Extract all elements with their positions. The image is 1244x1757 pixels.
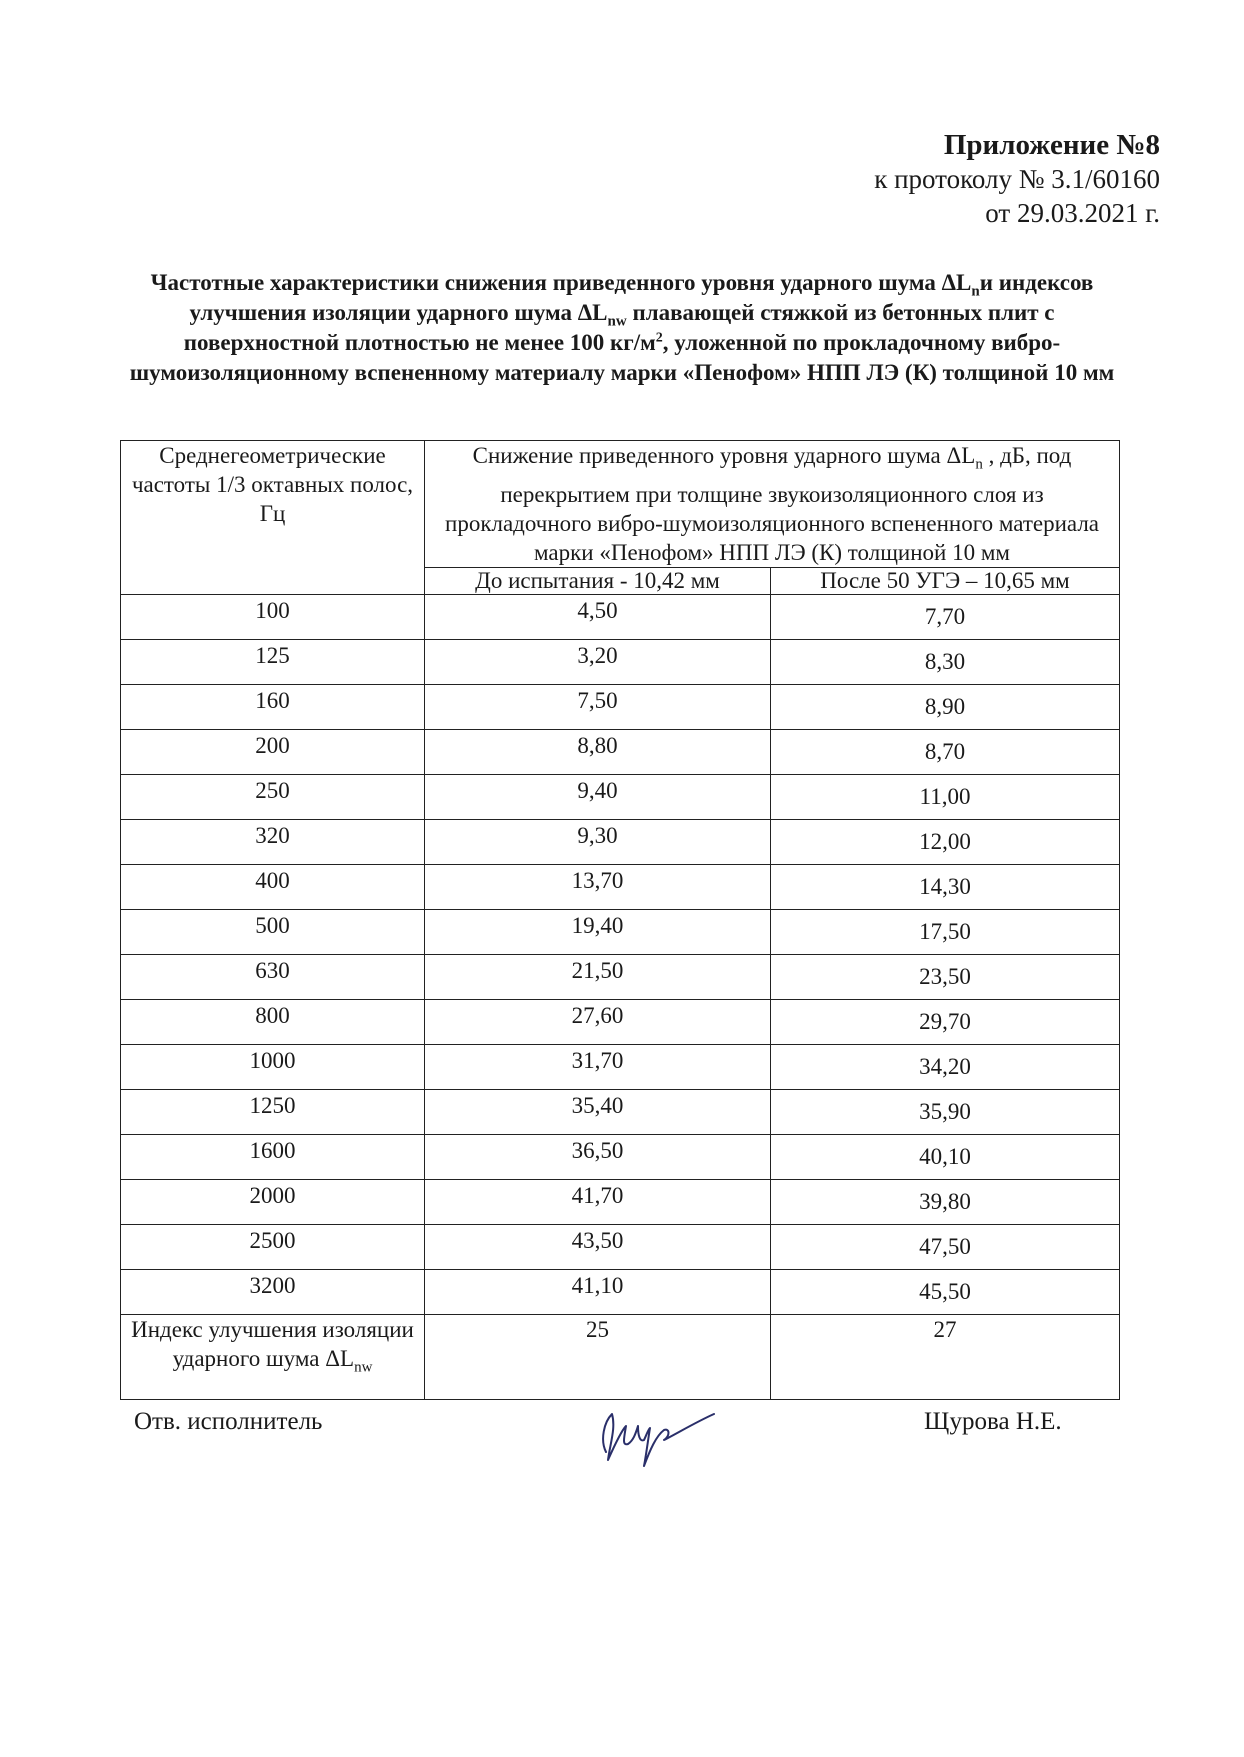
frequency-cell: 500: [121, 909, 425, 954]
frequency-cell: 1000: [121, 1044, 425, 1089]
after-value-cell: 7,70: [771, 594, 1120, 639]
group-header-sub: n: [975, 456, 983, 473]
frequency-cell: 400: [121, 864, 425, 909]
after-test-header: После 50 УГЭ – 10,65 мм: [771, 567, 1120, 594]
after-value-cell: 47,50: [771, 1224, 1120, 1269]
before-value-cell: 41,10: [425, 1269, 771, 1314]
before-value-cell: 21,50: [425, 954, 771, 999]
after-value-cell: 17,50: [771, 909, 1120, 954]
frequency-cell: 160: [121, 684, 425, 729]
after-value-cell: 23,50: [771, 954, 1120, 999]
table-row: [121, 909, 1120, 954]
table-row: [121, 774, 1120, 819]
frequency-cell: 250: [121, 774, 425, 819]
frequency-cell: 320: [121, 819, 425, 864]
table-row: [121, 684, 1120, 729]
protocol-date: от 29.03.2021 г.: [985, 198, 1160, 228]
heading-sup-1: 2: [655, 330, 663, 346]
index-before-cell: 25: [425, 1314, 771, 1399]
index-after-cell: 27: [771, 1314, 1120, 1399]
frequency-cell: 3200: [121, 1269, 425, 1314]
heading-part-2: и индексов улучшения изоляции ударного шума ΔL: [189, 270, 1094, 325]
frequency-cell: 125: [121, 639, 425, 684]
table-row: [121, 594, 1120, 639]
before-value-cell: 9,30: [425, 819, 771, 864]
before-value-cell: 36,50: [425, 1134, 771, 1179]
before-value-cell: 7,50: [425, 684, 771, 729]
table-row: [121, 999, 1120, 1044]
heading-sub-1: n: [971, 283, 980, 300]
frequency-cell: 1250: [121, 1089, 425, 1134]
reduction-group-header: [425, 441, 1120, 568]
index-row: [121, 1314, 1120, 1399]
signature: [586, 1400, 736, 1470]
after-value-cell: 14,30: [771, 864, 1120, 909]
after-value-cell: 39,80: [771, 1179, 1120, 1224]
table-row: [121, 954, 1120, 999]
results-table: [120, 440, 1120, 1400]
appendix-title: Приложение №8: [943, 129, 1160, 161]
table-row: [121, 1089, 1120, 1134]
heading-part-3: плавающей стяжкой из бетонных плит с поверхностной плотностью не менее 100 кг/м: [183, 300, 1055, 355]
group-header-text-a: Снижение приведенного уровня ударного шума ΔL: [472, 443, 976, 468]
before-value-cell: 9,40: [425, 774, 771, 819]
appendix-header: [874, 128, 1160, 230]
before-value-cell: 13,70: [425, 864, 771, 909]
before-test-header: До испытания - 10,42 мм: [425, 567, 771, 594]
table-row: [121, 864, 1120, 909]
after-value-cell: 11,00: [771, 774, 1120, 819]
before-value-cell: 8,80: [425, 729, 771, 774]
table-row: [121, 1044, 1120, 1089]
before-value-cell: 4,50: [425, 594, 771, 639]
table-row: [121, 1269, 1120, 1314]
frequency-cell: 1600: [121, 1134, 425, 1179]
heading-part-4: , уложенной по прокладочному вибро-шумоизоляционному вспененному материалу марки «Пенофом» НПП ЛЭ (К) толщиной 10 мм: [129, 330, 1115, 385]
table-row: [121, 729, 1120, 774]
after-value-cell: 34,20: [771, 1044, 1120, 1089]
before-value-cell: 3,20: [425, 639, 771, 684]
frequency-column-header: Среднегеометрические частоты 1/3 октавных полос, Гц: [121, 441, 425, 595]
before-value-cell: 27,60: [425, 999, 771, 1044]
after-value-cell: 12,00: [771, 819, 1120, 864]
after-value-cell: 35,90: [771, 1089, 1120, 1134]
frequency-cell: 2500: [121, 1224, 425, 1269]
document-heading: [110, 268, 1134, 388]
index-label-sub: nw: [354, 1359, 373, 1376]
group-header-text-b: , дБ, под перекрытием при толщине звукоизоляционного слоя из прокладочного вибро-шумоизоляционного вспененного материала марки «Пенофом» НПП ЛЭ (К) толщиной 10 мм: [445, 443, 1099, 565]
frequency-cell: 2000: [121, 1179, 425, 1224]
executor-name: Щурова Н.Е.: [924, 1408, 1062, 1435]
table-row: [121, 1224, 1120, 1269]
before-value-cell: 31,70: [425, 1044, 771, 1089]
after-value-cell: 29,70: [771, 999, 1120, 1044]
before-value-cell: 35,40: [425, 1089, 771, 1134]
frequency-cell: 630: [121, 954, 425, 999]
table-row: [121, 1179, 1120, 1224]
after-value-cell: 45,50: [771, 1269, 1120, 1314]
after-value-cell: 8,70: [771, 729, 1120, 774]
table-header-row: [121, 441, 1120, 568]
executor-label: Отв. исполнитель: [134, 1408, 323, 1435]
table-row: [121, 639, 1120, 684]
after-value-cell: 40,10: [771, 1134, 1120, 1179]
protocol-number: к протоколу № 3.1/60160: [874, 164, 1160, 194]
before-value-cell: 43,50: [425, 1224, 771, 1269]
frequency-cell: 100: [121, 594, 425, 639]
index-label: [121, 1314, 425, 1399]
table-row: [121, 819, 1120, 864]
frequency-cell: 800: [121, 999, 425, 1044]
after-value-cell: 8,90: [771, 684, 1120, 729]
before-value-cell: 19,40: [425, 909, 771, 954]
table-row: [121, 1134, 1120, 1179]
frequency-cell: 200: [121, 729, 425, 774]
index-label-text: Индекс улучшения изоляции ударного шума ΔL: [131, 1316, 414, 1371]
before-value-cell: 41,70: [425, 1179, 771, 1224]
after-value-cell: 8,30: [771, 639, 1120, 684]
heading-sub-2: nw: [607, 313, 627, 330]
heading-part-1: Частотные характеристики снижения приведенного уровня ударного шума ΔL: [150, 270, 972, 295]
